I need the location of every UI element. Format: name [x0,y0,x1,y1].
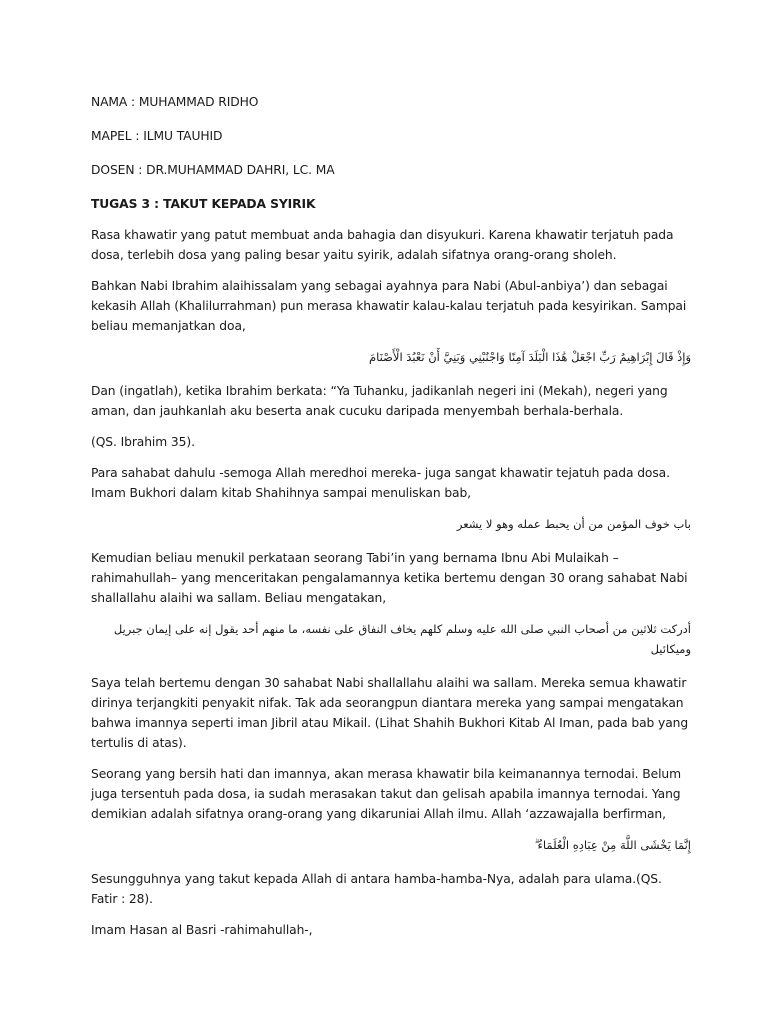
assignment-title: TUGAS 3 : TAKUT KEPADA SYIRIK [91,197,316,211]
arabic-verse-fatir: إِنَّمَا يَخْشَى اللَّهَ مِنْ عِبَادِهِ الْعُلَمَاءُ ۗ [534,838,691,852]
lecturer: DOSEN : DR.MUHAMMAD DAHRI, LC. MA [91,163,335,177]
paragraph-10: Imam Hasan al Basri -rahimahullah-, [91,923,313,937]
paragraph-5: Para sahabat dahulu -semoga Allah meredhoi mereka- juga sangat khawatir tejatuh pada dosa. Imam Bukhori dalam kitab Shahihnya sampai menuliskan bab, [91,466,670,500]
paragraph-1: Rasa khawatir yang patut membuat anda bahagia dan disyukuri. Karena khawatir terjatuh pada dosa, terlebih dosa yang paling besar yaitu syirik, adalah sifatnya orang-orang sholeh. [91,228,674,262]
subject: MAPEL : ILMU TAUHID [91,129,223,143]
document-body [91,92,691,951]
paragraph-6: Kemudian beliau menukil perkataan seorang Tabi’in yang bernama Ibnu Abi Mulaikah –rahimahullah– yang menceritakan pengalamannya ketika bertemu dengan 30 orang sahabat Nabi shallallahu alaihi wa sallam. Beliau mengatakan, [91,551,688,605]
arabic-quote-mulaikah: أدركت ثلاثين من أصحاب النبي صلى الله عليه وسلم كلهم يخاف النفاق على نفسه، ما منهم أحد يقول إنه على إيمان جبريل وميكائيل [113,622,691,656]
paragraph-4: (QS. Ibrahim 35). [91,435,195,449]
student-name: NAMA : MUHAMMAD RIDHO [91,95,259,109]
paragraph-3: Dan (ingatlah), ketika Ibrahim berkata: “Ya Tuhanku, jadikanlah negeri ini (Mekah), negeri yang aman, dan jauhkanlah aku beserta anak cucuku daripada menyembah berhala-berhala. [91,384,668,418]
paragraph-8: Seorang yang bersih hati dan imannya, akan merasa khawatir bila keimanannya ternodai. Belum juga tersentuh pada dosa, ia sudah merasakan takut dan gelisah apabila imannya ternodai. Yang demikian adalah sifatnya orang-orang yang dikaruniai Allah ilmu. Allah ‘azzawajalla berfirman, [91,767,681,821]
arabic-verse-ibrahim: وَإِذْ قَالَ إِبْرَاهِيمُ رَبِّ اجْعَلْ هَٰذَا الْبَلَدَ آمِنًا وَاجْنُبْنِي وَبَنِيَّ أَنْ نَعْبُدَ الْأَصْنَامَ [369,350,691,364]
arabic-chapter-title: باب خوف المؤمن من أن يحبط عمله وهو لا يشعر [456,517,691,531]
paragraph-9: Sesungguhnya yang takut kepada Allah di antara hamba-hamba-Nya, adalah para ulama.(QS. Fatir : 28). [91,872,662,906]
paragraph-2: Bahkan Nabi Ibrahim alaihissalam yang sebagai ayahnya para Nabi (Abul-anbiya’) dan sebagai kekasih Allah (Khalilurrahman) pun merasa khawatir kalau-kalau terjatuh pada kesyirikan. Sampai beliau memanjatkan doa, [91,279,687,333]
paragraph-7: Saya telah bertemu dengan 30 sahabat Nabi shallallahu alaihi wa sallam. Mereka semua khawatir dirinya terjangkiti penyakit nifak. Tak ada seorangpun diantara mereka yang sampai mengatakan bahwa imannya seperti iman Jibril atau Mikail. (Lihat Shahih Bukhori Kitab Al Iman, pada bab yang tertulis di atas). [91,676,689,750]
